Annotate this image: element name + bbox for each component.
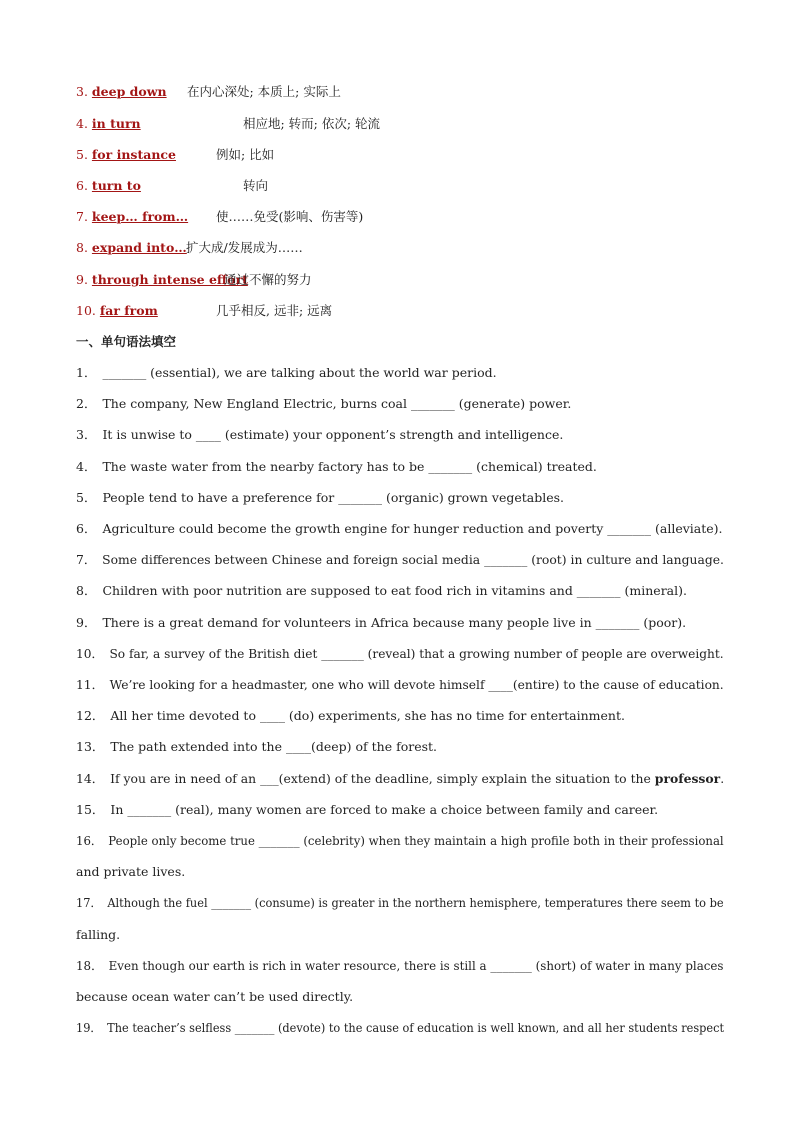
question-text: Even though our earth is rich in water resource, there is still a _______ (short) of water in many places bbox=[108, 958, 724, 973]
question-line bbox=[76, 958, 724, 974]
vocab-phrase: for instance bbox=[91, 147, 176, 162]
question-line bbox=[76, 365, 497, 381]
question-line bbox=[76, 1020, 724, 1036]
question-number: 7． bbox=[76, 552, 97, 567]
question-number: 3． bbox=[76, 427, 97, 442]
question-number: 12． bbox=[76, 708, 105, 723]
question-number: 4． bbox=[76, 459, 97, 474]
vocab-phrase: far from bbox=[99, 303, 158, 318]
question-line bbox=[76, 521, 723, 537]
question-number: 5． bbox=[76, 490, 97, 505]
question-number: 19． bbox=[76, 1020, 102, 1035]
vocab-number: 8. bbox=[76, 240, 88, 255]
question-text: The waste water from the nearby factory has to be _______ (chemical) treated. bbox=[102, 459, 597, 474]
question-number: 17． bbox=[76, 895, 102, 910]
vocab-number: 7. bbox=[76, 209, 88, 224]
question-line bbox=[76, 583, 687, 599]
vocab-phrase: turn to bbox=[91, 178, 141, 193]
vocab-number: 4. bbox=[76, 116, 88, 131]
vocab-item bbox=[76, 209, 364, 225]
question-text: Children with poor nutrition are supposed to eat food rich in vitamins and _______ (mineral). bbox=[102, 583, 687, 598]
vocab-item bbox=[76, 272, 312, 288]
question-number: 9． bbox=[76, 615, 97, 630]
vocab-number: 10. bbox=[76, 303, 96, 318]
question-number: 11． bbox=[76, 677, 104, 692]
vocab-item bbox=[76, 303, 333, 319]
vocab-phrase: expand into… bbox=[91, 240, 187, 255]
vocab-meaning: 几乎相反, 远非; 远离 bbox=[216, 303, 333, 318]
vocab-meaning: 通过不懈的努力 bbox=[224, 272, 312, 287]
vocab-meaning: 转向 bbox=[243, 178, 269, 193]
question-text: People tend to have a preference for _______ (organic) grown vegetables. bbox=[102, 490, 565, 505]
question-line bbox=[76, 802, 658, 818]
question-number: 10． bbox=[76, 646, 104, 661]
question-text-tail: . bbox=[720, 771, 725, 786]
question-number: 2． bbox=[76, 396, 97, 411]
question-text: Some differences between Chinese and foreign social media _______ (root) in culture and language. bbox=[102, 552, 724, 567]
question-number: 14． bbox=[76, 771, 105, 786]
question-continuation bbox=[76, 927, 120, 943]
vocab-number: 6. bbox=[76, 178, 88, 193]
question-text: falling. bbox=[76, 927, 121, 942]
question-text: because ocean water can’t be used directly. bbox=[76, 989, 354, 1004]
question-continuation bbox=[76, 989, 353, 1005]
question-line bbox=[76, 646, 724, 662]
question-line bbox=[76, 490, 564, 506]
vocab-item bbox=[76, 116, 381, 132]
question-text: Although the fuel _______ (consume) is greater in the northern hemisphere, temperatures there seem to be bbox=[107, 895, 724, 910]
vocab-number: 5. bbox=[76, 147, 88, 162]
question-number: 15． bbox=[76, 802, 105, 817]
vocab-meaning: 在内心深处; 本质上; 实际上 bbox=[187, 84, 341, 99]
question-number: 18． bbox=[76, 958, 103, 973]
vocab-meaning: 使……免受(影响、伤害等) bbox=[216, 209, 364, 224]
vocab-phrase: in turn bbox=[91, 116, 141, 131]
question-line bbox=[76, 708, 625, 724]
vocab-item bbox=[76, 178, 269, 194]
question-text: So far, a survey of the British diet _______ (reveal) that a growing number of people are overweight. bbox=[109, 646, 724, 661]
question-line bbox=[76, 396, 571, 412]
question-line bbox=[76, 459, 597, 475]
question-line bbox=[76, 895, 724, 911]
question-line bbox=[76, 552, 724, 568]
question-text: There is a great demand for volunteers in Africa because many people live in _______ (poor). bbox=[102, 615, 687, 630]
question-line bbox=[76, 833, 724, 849]
question-line bbox=[76, 615, 686, 631]
question-line bbox=[76, 677, 724, 693]
question-text: and private lives. bbox=[76, 864, 186, 879]
vocab-phrase: through intense effort bbox=[91, 272, 248, 287]
vocab-meaning: 例如; 比如 bbox=[216, 147, 275, 162]
question-text: The teacher’s selfless _______ (devote) to the cause of education is well known, and all her students respect bbox=[107, 1020, 725, 1035]
vocab-meaning: 相应地; 转而; 依次; 轮流 bbox=[243, 116, 381, 131]
question-line bbox=[76, 427, 563, 443]
emphasized-word: professor bbox=[654, 771, 721, 786]
vocab-item bbox=[76, 84, 341, 100]
vocab-phrase: keep… from… bbox=[91, 209, 189, 224]
question-text: The path extended into the ____(deep) of the forest. bbox=[110, 739, 438, 754]
question-text: People only become true _______ (celebrity) when they maintain a high profile both in their professional bbox=[108, 833, 724, 848]
question-line bbox=[76, 739, 437, 755]
vocab-number: 3. bbox=[76, 84, 88, 99]
question-number: 1． bbox=[76, 365, 97, 380]
question-text: We’re looking for a headmaster, one who will devote himself ____(entire) to the cause of education. bbox=[109, 677, 724, 692]
question-continuation bbox=[76, 864, 185, 880]
question-line bbox=[76, 771, 724, 787]
vocab-meaning: 扩大成/发展成为…… bbox=[186, 240, 303, 255]
question-number: 6． bbox=[76, 521, 97, 536]
vocab-number: 9. bbox=[76, 272, 88, 287]
question-text: If you are in need of an ___(extend) of the deadline, simply explain the situation to the bbox=[110, 771, 655, 786]
vocab-phrase: deep down bbox=[91, 84, 167, 99]
question-text: Agriculture could become the growth engine for hunger reduction and poverty _______ (alleviate). bbox=[102, 521, 723, 536]
vocab-item bbox=[76, 240, 303, 256]
question-text: It is unwise to ____ (estimate) your opponent’s strength and intelligence. bbox=[102, 427, 564, 442]
vocab-item bbox=[76, 147, 275, 163]
question-text: In _______ (real), many women are forced to make a choice between family and career. bbox=[110, 802, 659, 817]
section-heading: 一、单句语法填空 bbox=[76, 334, 177, 349]
question-text: All her time devoted to ____ (do) experiments, she has no time for entertainment. bbox=[110, 708, 625, 723]
question-number: 8． bbox=[76, 583, 97, 598]
question-number: 13． bbox=[76, 739, 105, 754]
question-text: _______ (essential), we are talking about the world war period. bbox=[102, 365, 497, 380]
question-text: The company, New England Electric, burns coal _______ (generate) power. bbox=[102, 396, 572, 411]
question-number: 16． bbox=[76, 833, 103, 848]
